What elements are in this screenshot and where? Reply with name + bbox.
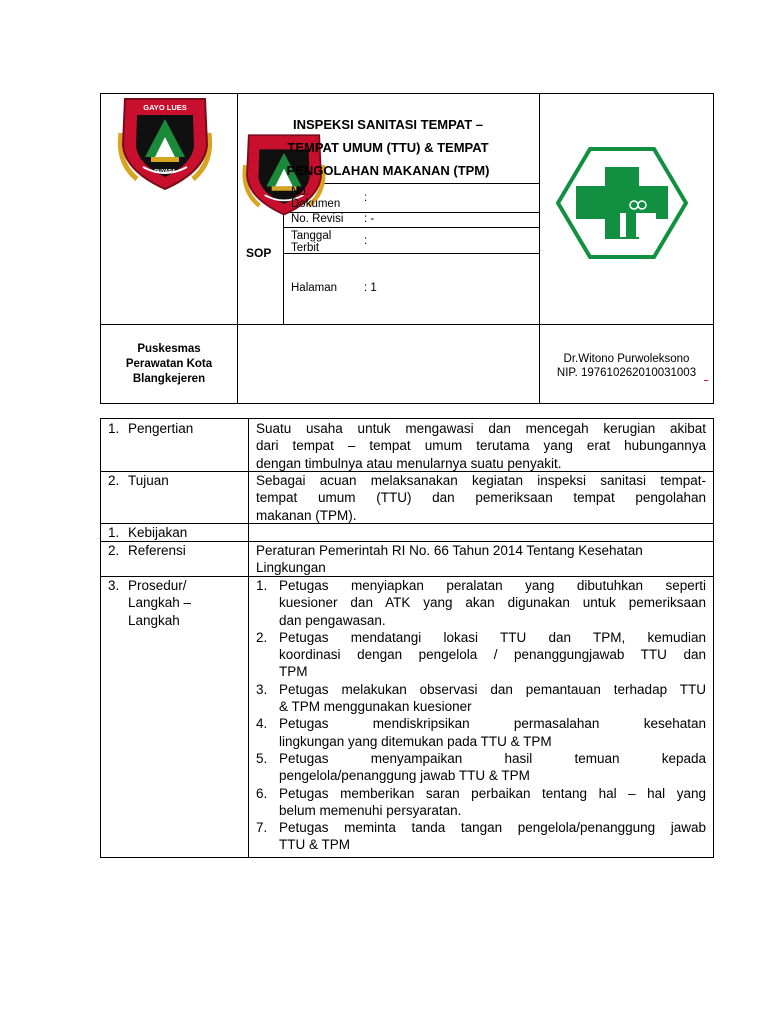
signer-block: [540, 352, 713, 380]
row-kebijakan-label: Kebijakan: [128, 525, 188, 540]
meta-value-tanggal-terbit: :: [364, 235, 368, 247]
table-border-left: [100, 418, 101, 858]
table-border-bottom: [100, 857, 714, 858]
row-pengertian-label: Pengertian: [128, 421, 194, 436]
sop-label: SOP: [246, 246, 272, 260]
procedure-step: 6. Petugas memberikan saran perbaikan tentang hal – hal yang belum memenuhi persyaratan.: [256, 785, 706, 818]
procedure-step: 4. Petugas mendiskripsikan permasalahan kesehatan lingkungan yang ditemukan pada TTU & TPM: [256, 716, 706, 749]
row-pengertian-num: 1.: [108, 421, 120, 436]
header-border-right: [713, 93, 714, 404]
meta-value-no-dokumen: :: [364, 192, 368, 204]
logo-text-bottom: DUYARA: [154, 169, 176, 175]
header-divider: [100, 324, 714, 325]
procedure-step: 1. Petugas menyiapkan peralatan yang dibutuhkan seperti kuesioner dan ATK yang akan digunakan untuk pemeriksaan dan pengawasan.: [256, 578, 706, 628]
meta-value-no-revisi: : -: [364, 213, 375, 225]
row-tujuan-content: Sebagai acuan melaksanakan kegiatan inspeksi sanitasi tempat- tempat umum (TTU) dan pemeriksaan tempat pengolahan makanan (TPM).: [256, 473, 706, 523]
row-prosedur-label: Prosedur/ Langkah – Langkah: [128, 578, 192, 628]
procedure-step: 3. Petugas melakukan observasi dan pemantauan terhadap TTU & TPM menggunakan kuesioner: [256, 681, 706, 715]
document-title: [238, 113, 538, 182]
signer-name: Dr.Witono Purwoleksono: [563, 353, 690, 365]
procedure-step: 7. Petugas meminta tanda tangan pengelola/penanggung jawab TTU & TPM: [256, 820, 706, 853]
organization-name: Puskesmas Perawatan Kota Blangkejeren: [125, 343, 213, 385]
meta-label-no-revisi: No. Revisi: [291, 213, 344, 225]
row-pengertian-content: Suatu usaha untuk mengawasi dan mencegah kerugian akibat dari tempat – tempat umum terutama yang erat hubungannya dengan timbulnya atau menularnya suatu penyakit.: [256, 421, 706, 471]
row-tujuan-num: 2.: [108, 473, 120, 488]
header-border-bottom: [100, 403, 714, 404]
procedure-step: 2. Petugas mendatangi lokasi TTU dan TPM, kemudian koordinasi dengan pengelola / penanggungjawab TTU dan TPM: [256, 629, 706, 680]
row-referensi-num: 2.: [108, 543, 120, 558]
row-kebijakan-num: 1.: [108, 525, 120, 540]
title-line-3: PENGOLAHAN MAKANAN (TPM): [286, 163, 490, 178]
procedure-steps: [256, 577, 706, 854]
table-col-divider: [248, 418, 249, 858]
meta-label-no-dokumen: No. Dokumen: [291, 186, 341, 210]
title-line-2: TEMPAT UMUM (TTU) & TEMPAT: [287, 140, 489, 155]
table-border-right: [713, 418, 714, 858]
row-prosedur-num: 3.: [108, 578, 120, 593]
meta-line-3: [283, 227, 540, 228]
meta-label-halaman: Halaman: [291, 282, 338, 294]
signer-nip: NIP. 197610262010031003: [556, 367, 697, 379]
title-line-1: INSPEKSI SANITASI TEMPAT –: [293, 117, 483, 132]
row-referensi-content: Peraturan Pemerintah RI No. 66 Tahun 2014 Tentang Kesehatan Lingkungan: [256, 543, 643, 576]
logo-text-top: GAYO LUES: [143, 103, 187, 112]
red-underline-mark: [704, 380, 708, 381]
meta-value-halaman: : 1: [364, 282, 377, 294]
row-tujuan-label: Tujuan: [128, 473, 169, 488]
table-border-top: [100, 418, 714, 419]
puskesmas-logo-icon: [556, 147, 688, 259]
procedure-step: 5. Petugas menyampaikan hasil temuan kepada pengelola/penanggung jawab TTU & TPM: [256, 750, 706, 784]
meta-label-tanggal-terbit: Tanggal Terbit: [291, 230, 332, 254]
gayo-lues-logo-icon: [115, 93, 215, 193]
row-referensi-label: Referensi: [128, 543, 186, 558]
